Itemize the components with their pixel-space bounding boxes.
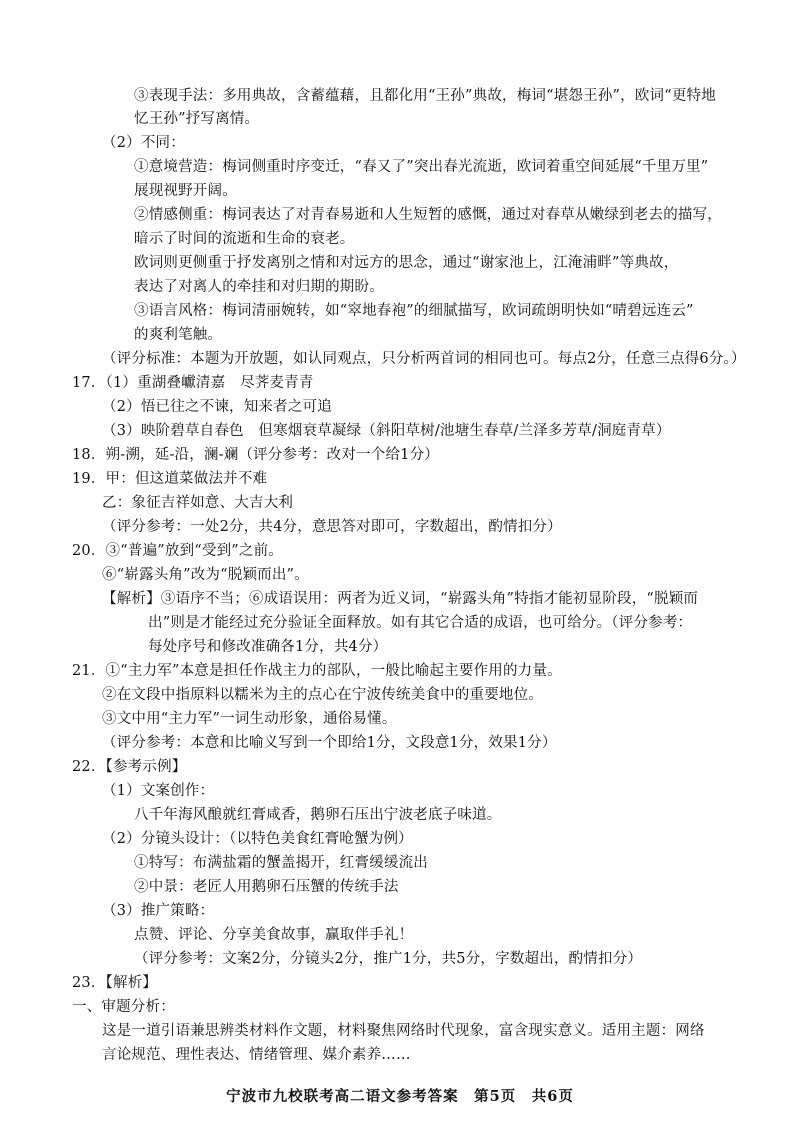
text-line: （评分标准：本题为开放题，如认同观点，只分析两首词的相同也可。每点2分，任意三点得6分。） <box>102 351 746 367</box>
text-line: ①意境营造：梅词侧重时序变迁，“春又了”突出春光流逝，欧词着重空间延展“千里万里” <box>134 159 709 175</box>
question-22: 22．【参考示例】 <box>72 759 187 775</box>
text-line: 八千年海风酿就红膏咸香，鹅卵石压出宁波老底子味道。 <box>134 807 502 823</box>
question-19: 19．甲：但这道菜做法并不难 <box>72 471 268 487</box>
text-line: 【解析】③语序不当；⑥成语误用：两者为近义词，“崭露头角”特指才能初显阶段，“脱颖而 <box>102 591 699 607</box>
text-line: 暗示了时间的流逝和生命的衰老。 <box>134 231 355 247</box>
text-line: 每处序号和修改准确各1分，共4分） <box>148 639 388 655</box>
text-line: 出”则是才能经过充分验证全面释放。如有其它合适的成语，也可给分。（评分参考： <box>148 615 693 631</box>
text-line: 乙：象征吉祥如意、大吉大利 <box>102 495 294 511</box>
text-line: 表达了对离人的牵挂和对归期的期盼。 <box>134 279 384 295</box>
text-line: 欧词则更侧重于抒发离别之情和对远方的思念，通过“谢家池上，江淹浦畔”等典故， <box>134 255 679 271</box>
text-line: ③表现手法：多用典故，含蓄蕴藉，且都化用“王孙”典故，梅词“堪怨王孙”，欧词“更特地 <box>134 88 716 104</box>
text-line: ③文中用“主力军”一词生动形象，通俗易懂。 <box>102 711 397 727</box>
text-line: （3）映阶碧草自春色 但寒烟衰草凝绿（斜阳草树/池塘生春草/兰泽多芳草/洞庭青草） <box>102 423 671 439</box>
text-line: 的爽利笔触。 <box>134 327 223 343</box>
text-line: ②在文段中指原料以糯米为主的点心在宁波传统美食中的重要地位。 <box>102 687 543 703</box>
text-line: （2）分镜头设计：（以特色美食红膏呛蟹为例） <box>102 831 413 847</box>
question-21: 21．①“主力军”本意是担任作战主力的部队，一般比喻起主要作用的力量。 <box>72 663 562 679</box>
text-line: ⑥“崭露头角”改为“脱颖而出”。 <box>102 567 309 583</box>
text-line: （评分参考：文案2分，分镜头2分，推广1分，共5分，字数超出，酌情扣分） <box>134 951 643 967</box>
text-line: 一、审题分析： <box>72 999 175 1015</box>
text-line: （1）文案创作： <box>102 783 215 799</box>
text-line: （评分参考：一处2分，共4分，意思答对即可，字数超出，酌情扣分） <box>102 519 562 535</box>
text-line: ③语言风格：梅词清丽婉转，如“窣地春袍”的细腻描写，欧词疏朗明快如“晴碧远连云” <box>134 303 694 319</box>
text-line: 言论规范、理性表达、情绪管理、媒介素养…… <box>102 1047 411 1063</box>
question-23: 23．【解析】 <box>72 975 158 991</box>
text-line: （3）推广策略： <box>102 903 215 919</box>
page-footer: 宁波市九校联考高二语文参考答案 第5页 共6页 <box>226 1088 574 1105</box>
text-line: ①特写：布满盐霜的蟹盖揭开，红膏缓缓流出 <box>134 855 428 871</box>
question-18: 18．朔-溯，延-沿，澜-斓（评分参考：改对一个给1分） <box>72 447 439 463</box>
question-20: 20．③“普遍”放到“受到”之前。 <box>72 543 284 559</box>
text-line: （2）悟已往之不谏，知来者之可追 <box>102 399 332 415</box>
text-line: 忆王孙”抒写离情。 <box>134 111 260 127</box>
text-line: ②中景：老匠人用鹅卵石压蟹的传统手法 <box>134 879 399 895</box>
text-line: 点赞、评论、分享美食故事，赢取伴手礼！ <box>134 927 414 943</box>
text-line: ②情感侧重：梅词表达了对青春易逝和人生短暂的感慨，通过对春草从嫩绿到老去的描写， <box>134 207 722 223</box>
text-line: （2）不同： <box>102 135 185 151</box>
text-line: 这是一道引语兼思辨类材料作文题，材料聚焦网络时代现象，富含现实意义。适用主题：网络 <box>102 1023 705 1039</box>
text-line: （评分参考：本意和比喻义写到一个即给1分，文段意1分，效果1分） <box>102 735 557 751</box>
question-17: 17．（1）重湖叠巘清嘉 尽荠麦青青 <box>72 375 314 391</box>
text-line: 展现视野开阔。 <box>134 183 237 199</box>
